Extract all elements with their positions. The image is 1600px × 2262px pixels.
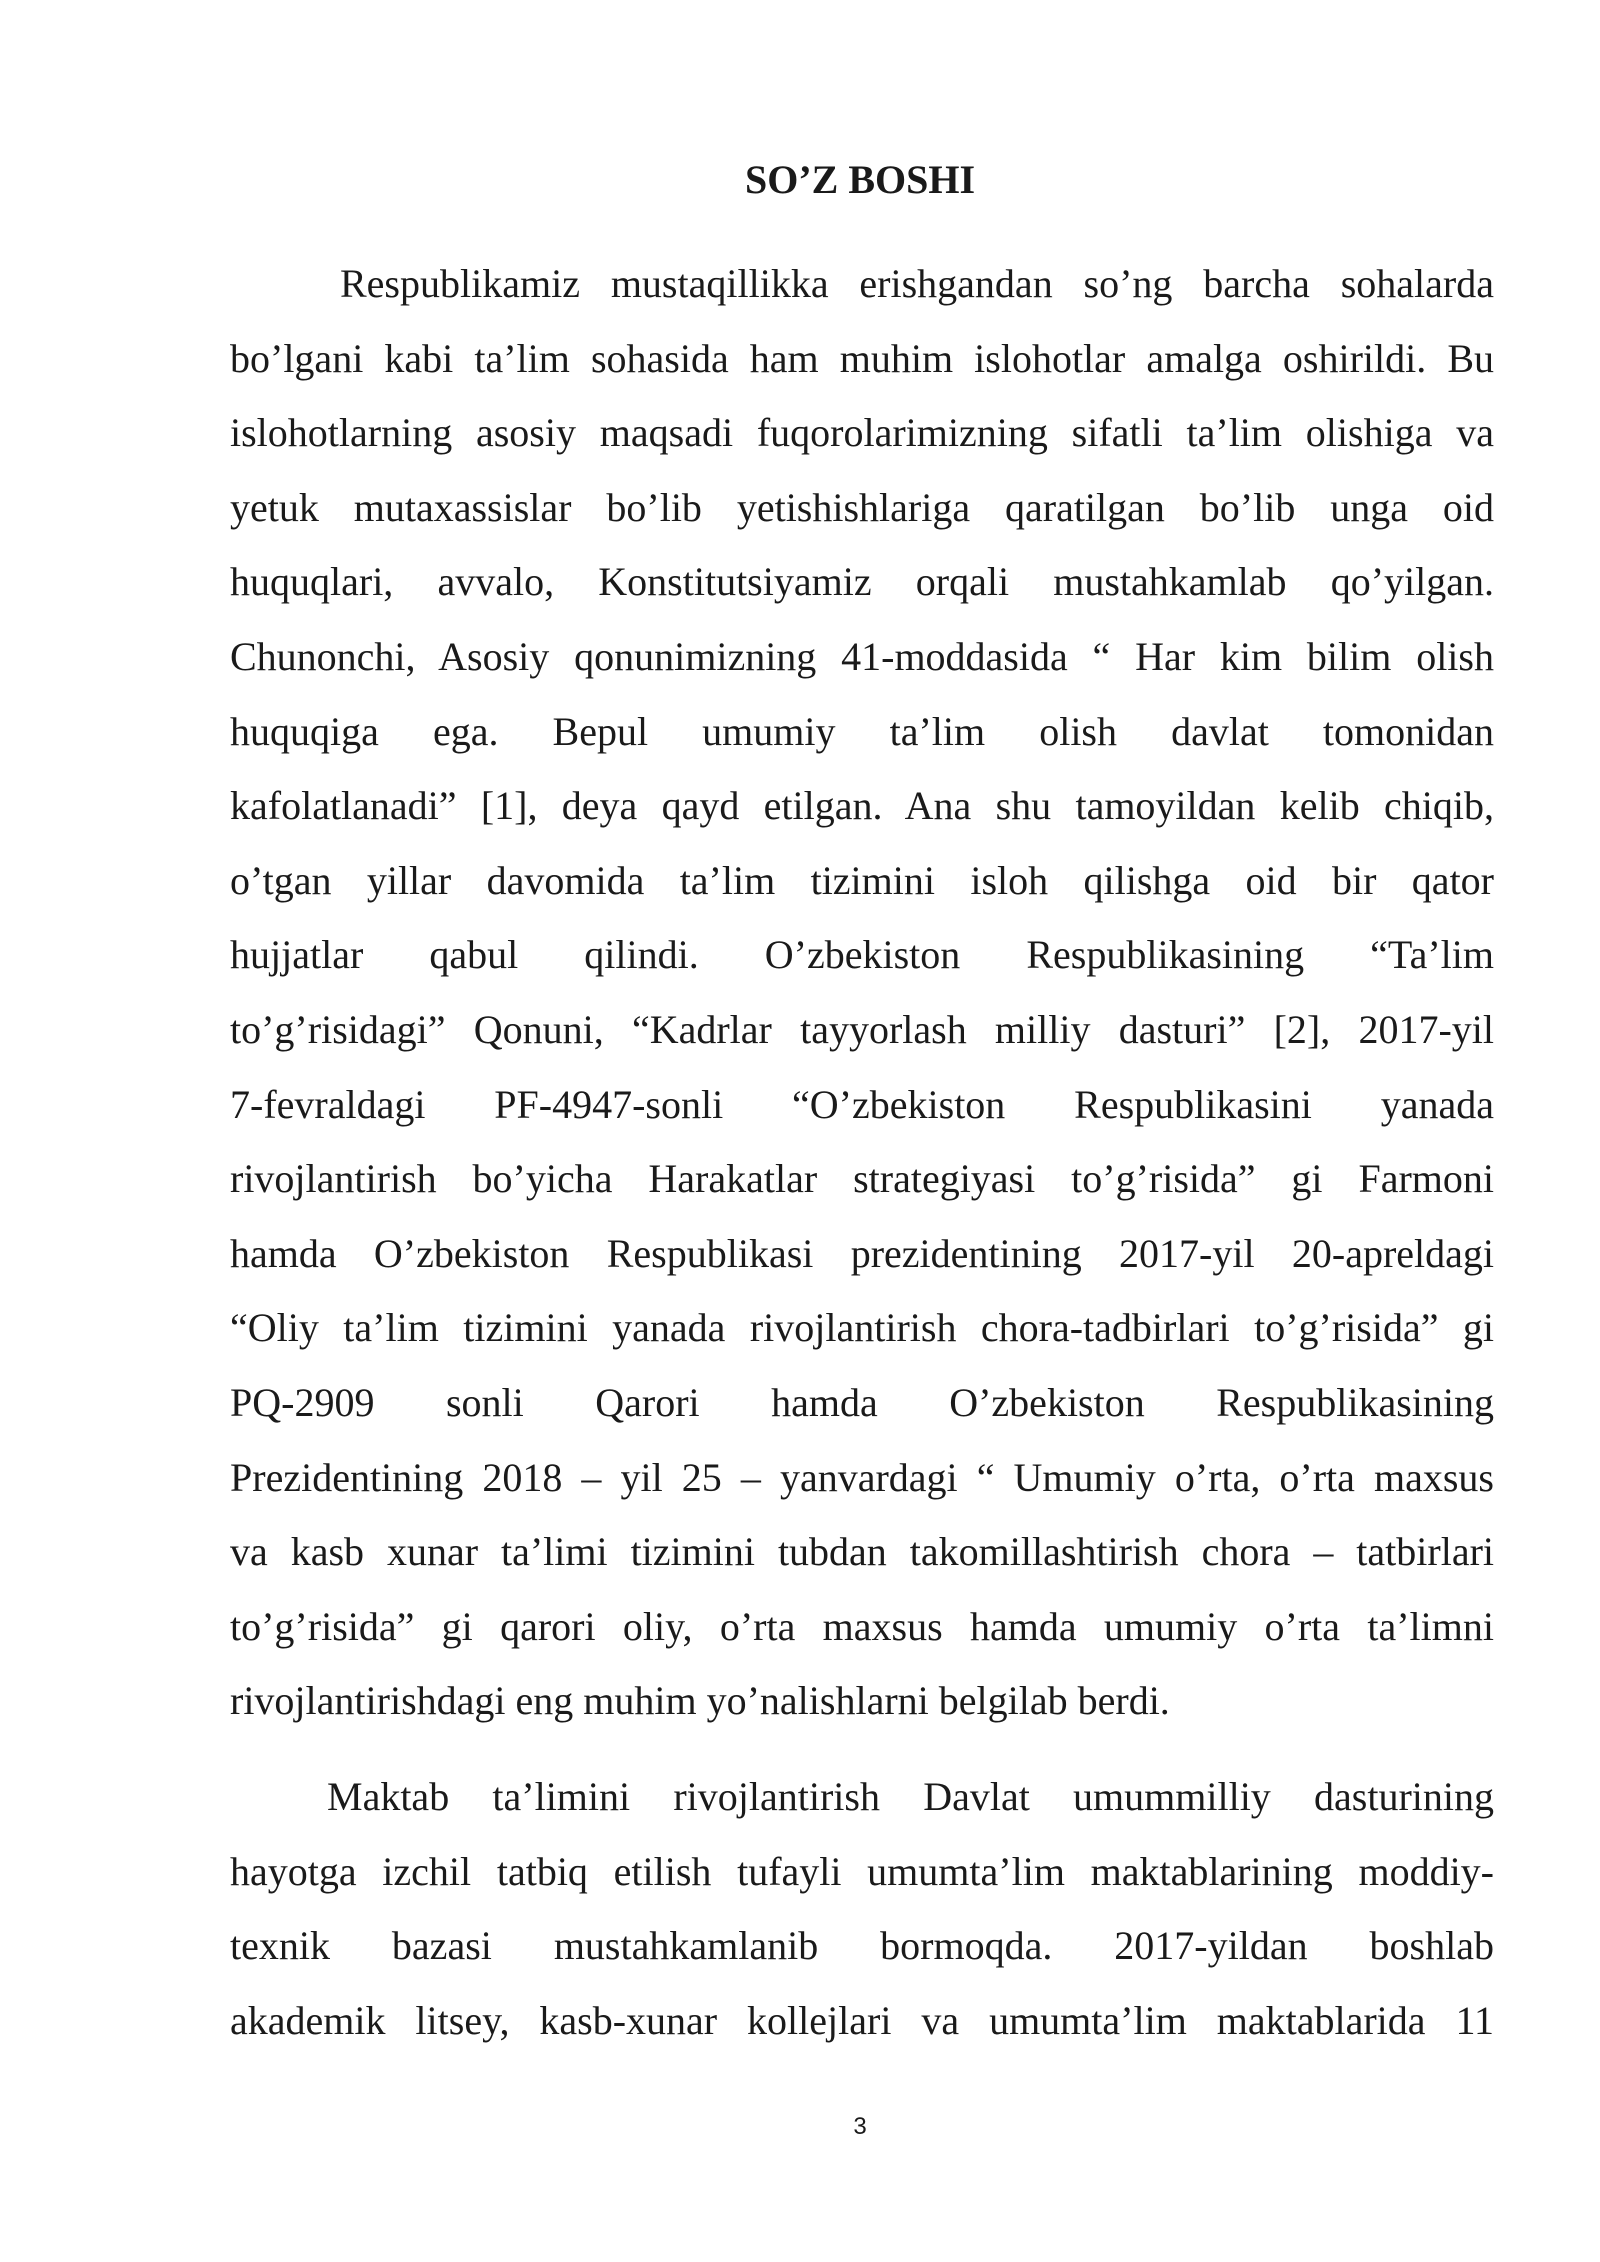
paragraph-line: bo’lgani kabi ta’lim sohasida ham muhim islohotlar amalga oshirildi. Bu (230, 335, 1494, 381)
paragraph-line: yetuk mutaxassislar bo’lib yetishishlariga qaratilgan bo’lib unga oid (230, 484, 1494, 530)
paragraph-line: PQ-2909 sonli Qarori hamda O’zbekiston Respublikasining (230, 1379, 1494, 1425)
paragraph-line: hujjatlar qabul qilindi. O’zbekiston Respublikasining “Ta’lim (230, 932, 1494, 978)
paragraph-line: Respublikamiz mustaqillikka erishgandan so’ng barcha sohalarda (340, 261, 1494, 306)
page-title: SO’Z BOSHI (744, 157, 976, 202)
paragraph-line: hamda O’zbekiston Respublikasi prezidentining 2017-yil 20-apreldagi (230, 1230, 1494, 1276)
paragraph-line: Maktab ta’limini rivojlantirish Davlat umummilliy dasturining (327, 1774, 1494, 1819)
paragraph-line: “Oliy ta’lim tizimini yanada rivojlantirish chora-tadbirlari to’g’risida” gi (230, 1305, 1494, 1351)
paragraph-line: huquqiga ega. Bepul umumiy ta’lim olish davlat tomonidan (230, 708, 1494, 754)
paragraph-1 (230, 247, 1494, 1739)
paragraph-line: 7-fevraldagi PF-4947-sonli “O’zbekiston Respublikasini yanada (230, 1081, 1494, 1127)
paragraph-line: hayotga izchil tatbiq etilish tufayli umumta’lim maktablarining moddiy- (230, 1848, 1494, 1894)
page-number: 3 (853, 2113, 867, 2140)
paragraph-line: va kasb xunar ta’limi tizimini tubdan takomillashtirish chora – tatbirlari (230, 1529, 1494, 1575)
paragraph-line: texnik bazasi mustahkamlanib bormoqda. 2017-yildan boshlab (230, 1923, 1494, 1969)
paragraph-line: kafolatlanadi” [1], deya qayd etilgan. Ana shu tamoyildan kelib chiqib, (230, 783, 1494, 829)
paragraph-line: Chunonchi, Asosiy qonunimizning 41-moddasida “ Har kim bilim olish (230, 633, 1494, 679)
paragraph-line: to’g’risida” gi qarori oliy, o’rta maxsus hamda umumiy o’rta ta’limni (230, 1603, 1494, 1649)
paragraph-line: huquqlari, avvalo, Konstitutsiyamiz orqali mustahkamlab qo’yilgan. (230, 559, 1494, 605)
paragraph-line: islohotlarning asosiy maqsadi fuqorolarimizning sifatli ta’lim olishiga va (230, 410, 1494, 456)
paragraph-line: rivojlantirish bo’yicha Harakatlar strategiyasi to’g’risida” gi Farmoni (230, 1156, 1494, 1202)
paragraph-2 (230, 1760, 1494, 2058)
paragraph-line: Prezidentining 2018 – yil 25 – yanvardagi “ Umumiy o’rta, o’rta maxsus (230, 1454, 1494, 1500)
paragraph-line: akademik litsey, kasb-xunar kollejlari va umumta’lim maktablarida 11 (230, 1997, 1494, 2043)
paragraph-line: rivojlantirishdagi eng muhim yo’nalishlarni belgilab berdi. (230, 1678, 1170, 1724)
paragraph-line: to’g’risidagi” Qonuni, “Kadrlar tayyorlash milliy dasturi” [2], 2017-yil (230, 1006, 1494, 1052)
paragraph-line: o’tgan yillar davomida ta’lim tizimini isloh qilishga oid bir qator (230, 857, 1494, 903)
